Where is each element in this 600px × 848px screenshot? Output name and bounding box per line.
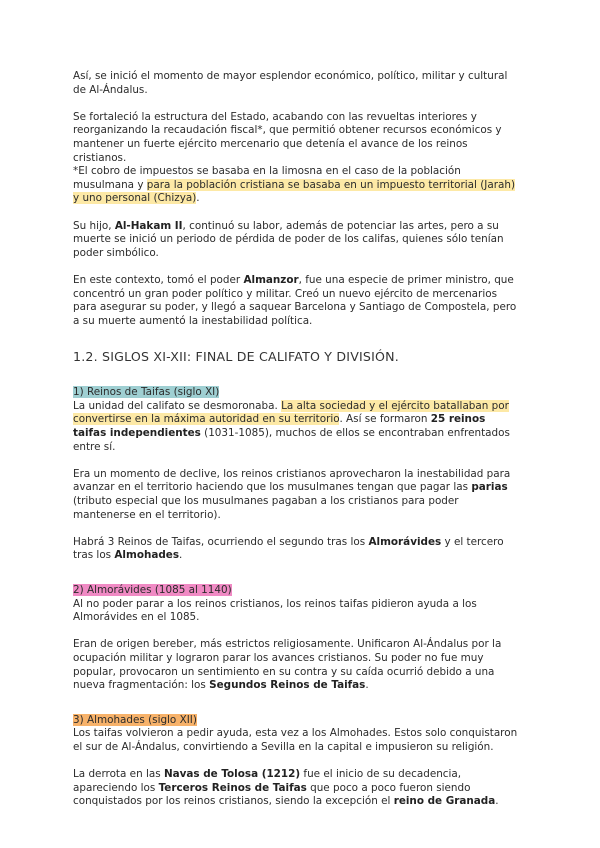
- paragraph-splendor: Así, se inició el momento de mayor esplendor económico, político, militar y cultural de Al-Ándalus.: [73, 70, 508, 96]
- bold-term: Terceros Reinos de Taifas: [158, 781, 307, 794]
- text: La unidad del califato se desmoronaba.: [73, 399, 282, 412]
- paragraph-taifas-1: [73, 400, 520, 454]
- highlight-text: La alta sociedad y el ejército batallaban por convertirse en la máxima autoridad en su territorio: [73, 399, 509, 426]
- paragraph-almohades-1: Los taifas volvieron a pedir ayuda, esta vez a los Almohades. Estos solo conquistaron el sur de Al-Ándalus, convirtiendo a Sevilla en la capital e impusieron su religión.: [73, 727, 518, 753]
- bold-term: parias: [471, 481, 508, 494]
- text: .: [196, 192, 200, 205]
- paragraph-taifas-2: [73, 468, 520, 522]
- text: y el tercero tras los: [73, 535, 504, 562]
- bold-term: Navas de Tolosa (1212): [163, 768, 301, 781]
- text: Era un momento de declive, los reinos cristianos aprovecharon la inestabilidad para avanzar en el territorio haciendo que los musulmanes tengan que pagar las: [73, 467, 511, 494]
- text: La derrota en las: [73, 768, 164, 781]
- heading-highlight: 3) Almohades (siglo XII): [73, 713, 197, 726]
- paragraph-almoravides-2: [73, 638, 520, 692]
- bold-term: 25 reinos taifas independientes: [73, 413, 486, 440]
- paragraph-taifas-3: [73, 536, 520, 563]
- heading-highlight: 2) Almorávides (1085 al 1140): [73, 584, 232, 596]
- text: (tributo especial que los musulmanes pagaban a los cristianos para poder mantenerse en el territorio).: [73, 495, 459, 521]
- bold-term: reino de Granada: [393, 795, 496, 808]
- text: Su hijo,: [73, 219, 115, 232]
- text: *El cobro de impuestos se basaba en la limosna en el caso de la población musulmana y: [73, 165, 461, 191]
- paragraph-almoravides-1: Al no poder parar a los reinos cristianos, los reinos taifas pidieron ayuda a los Almorávides en el 1085.: [73, 597, 477, 624]
- text: En este contexto, tomó el poder: [73, 273, 244, 286]
- bold-term: Almohades: [114, 549, 180, 562]
- highlight-tax-text: para la población cristiana se basaba en un impuesto territorial (Jarah) y uno personal (Chizya): [73, 178, 516, 205]
- paragraph-al-hakam: [73, 220, 520, 261]
- text: Habrá 3 Reinos de Taifas, ocurriendo el segundo tras los: [73, 535, 369, 548]
- paragraph-almanzor: [73, 274, 520, 328]
- paragraph-almohades-2: [73, 768, 520, 809]
- heading-almohades: [73, 714, 520, 728]
- text: .: [179, 549, 183, 562]
- text: Eran de origen bereber, más estrictos religiosamente. Unificaron Al-Ándalus por la ocupación militar y lograron parar los avances cristianos. Su poder no fue muy popular, provocaron un sentimiento en su contra y su caída ocurrió debido a una nueva fragmentación: los: [73, 638, 502, 692]
- bold-term: Segundos Reinos de Taifas: [209, 679, 366, 692]
- text: fue el inicio de su decadencia, apareciendo los: [73, 768, 462, 794]
- heading-almoravides: [73, 584, 520, 598]
- text: , continuó su labor, además de potenciar las artes, pero a su muerte se inició un periodo de pérdida de poder de los califas, quienes sólo tenían poder simbólico.: [73, 219, 504, 259]
- paragraph-state-structure: [73, 111, 520, 206]
- text: . Así se formaron: [339, 413, 431, 426]
- bold-term: Almanzor: [243, 273, 299, 286]
- text: .: [495, 795, 499, 808]
- bold-term: Al-Hakam II: [114, 219, 183, 232]
- bold-term: Almorávides: [368, 535, 442, 548]
- text: .: [365, 679, 369, 692]
- text: que poco a poco fueron siendo conquistados por los reinos cristianos, siendo la excepción el: [73, 781, 471, 808]
- text: , fue una especie de primer ministro, que concentró un gran poder político y militar. Creó un nuevo ejército de mercenarios para asegurar su poder, y llegó a saquear Barcelona y Santiago de Compostela, pero a su muerte aumentó la inestabilidad política.: [73, 273, 517, 327]
- text: (1031-1085), muchos de ellos se encontraban enfrentados entre sí.: [73, 427, 510, 453]
- text: Se fortaleció la estructura del Estado, acabando con las revueltas interiores y reorganizando la recaudación fiscal*, que permitió obtener recursos económicos y mantener un fuerte ejército mercenario que detenía el avance de los reinos cristianos.: [73, 110, 502, 164]
- heading-highlight: 1) Reinos de Taifas (siglo XI): [73, 386, 220, 399]
- heading-taifas: [73, 386, 520, 400]
- section-title: 1.2. SIGLOS XI-XII: FINAL DE CALIFATO Y DIVISIÓN.: [73, 349, 399, 365]
